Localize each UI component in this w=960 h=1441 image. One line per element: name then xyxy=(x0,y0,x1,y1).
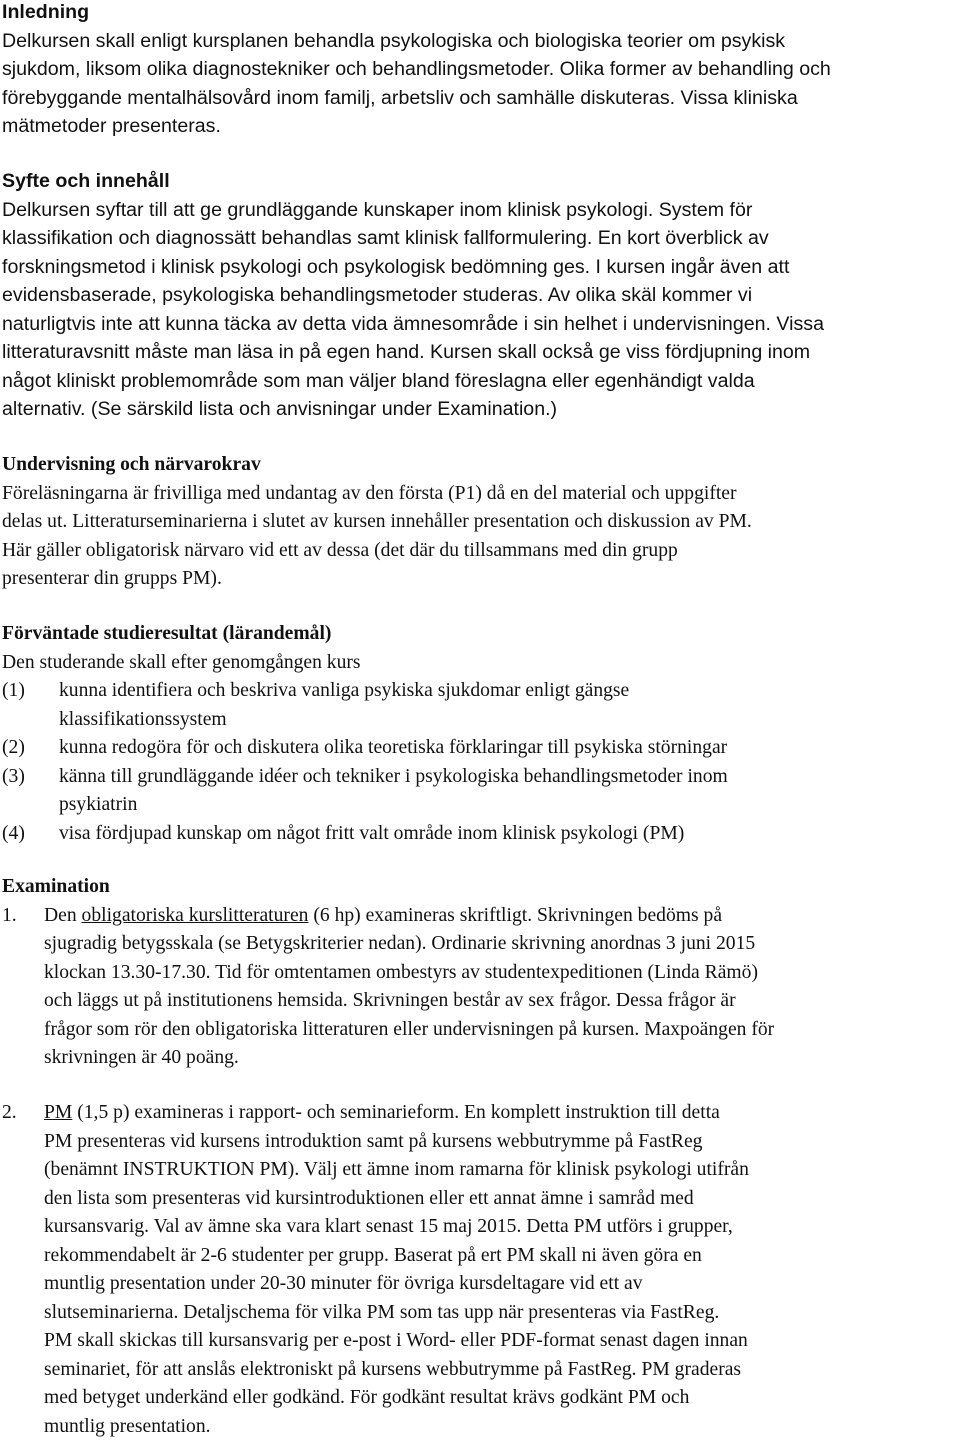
heading-syfte: Syfte och innehåll xyxy=(2,170,170,192)
item-number: 1. xyxy=(2,904,17,926)
section-examination-2 xyxy=(2,1099,952,1441)
text-line: mätmetoder presenteras. xyxy=(2,115,221,137)
section-syfte xyxy=(2,167,952,424)
text-line: något kliniskt problemområde som man väljer bland föreslagna eller egenhändigt valda xyxy=(2,369,755,392)
text-line: (benämnt INSTRUKTION PM). Välj ett ämne inom ramarna för klinisk psykologi utifrån xyxy=(44,1159,749,1180)
text-fragment: (6 hp) examineras skriftligt. Skrivningen bedöms på xyxy=(308,904,723,926)
examination-item-1 xyxy=(2,902,952,1073)
objective-item xyxy=(2,763,952,820)
text-line: klassifikationssystem xyxy=(59,708,227,730)
text-line: PM skall skickas till kursansvarig per e-post i Word- eller PDF-format senast dagen innan xyxy=(44,1330,748,1351)
text-line: slutseminarierna. Detaljschema för vilka PM som tas upp när presenteras via FastReg. xyxy=(44,1301,720,1323)
text-fragment: Den xyxy=(44,904,82,926)
text-line: Här gäller obligatorisk närvaro vid ett av dessa (det där du tillsammans med din grupp xyxy=(2,539,678,561)
objective-item xyxy=(2,677,952,734)
heading-inledning: Inledning xyxy=(2,1,90,23)
section-resultat xyxy=(2,620,952,848)
resultat-intro: Den studerande skall efter genomgången kurs xyxy=(2,651,361,673)
inledning-paragraph xyxy=(2,27,952,141)
item-number: 2. xyxy=(2,1102,17,1123)
objective-item xyxy=(2,820,952,849)
text-line: den lista som presenteras vid kursintroduktionen eller ett annat ämne i samråd med xyxy=(44,1187,694,1209)
text-line: evidensbaserade, psykologiska behandlingsmetoder studeras. Av olika skäl kommer vi xyxy=(2,284,753,306)
section-inledning xyxy=(2,0,952,141)
objective-item xyxy=(2,734,952,763)
text-line: presenterar din grupps PM). xyxy=(2,568,222,589)
text-line: förebyggande mentalhälsovård inom familj, arbetsliv och samhälle diskuteras. Vissa kliniska xyxy=(2,86,798,109)
objective-number: (1) xyxy=(2,680,25,701)
heading-resultat: Förväntade studieresultat (lärandemål) xyxy=(2,623,332,644)
text-line: sjukdom, liksom olika diagnostekniker och behandlingsmetoder. Olika former av behandling och xyxy=(2,58,831,80)
syfte-paragraph xyxy=(2,196,952,424)
text-line: PM presenteras vid kursens introduktion samt på kursens webbutrymme på FastReg xyxy=(44,1130,703,1152)
text-line: kunna identifiera och beskriva vanliga psykiska sjukdomar enligt gängse xyxy=(59,680,630,701)
text-line: rekommendabelt är 2-6 studenter per grupp. Baserat på ert PM skall ni även göra en xyxy=(44,1244,702,1266)
text-line: psykiatrin xyxy=(59,794,138,815)
kurslitteratur-link[interactable]: obligatoriska kurslitteraturen xyxy=(81,904,309,926)
text-line: delas ut. Litteraturseminarierna i slutet av kursen innehåller presentation och diskussion av PM. xyxy=(2,511,752,532)
text-line: muntlig presentation. xyxy=(44,1415,211,1437)
text-line: och läggs ut på institutionens hemsida. Skrivningen består av sex frågor. Dessa frågor är xyxy=(44,990,736,1011)
text-line: med betyget underkänd eller godkänd. För godkänt resultat krävs godkänt PM och xyxy=(44,1387,690,1408)
text-fragment: (1,5 p) examineras i rapport- och seminarieform. En komplett instruktion till detta xyxy=(72,1102,720,1123)
text-line: kunna redogöra för och diskutera olika teoretiska förklaringar till psykiska störningar xyxy=(59,737,728,758)
text-line: skrivningen är 40 poäng. xyxy=(44,1047,239,1068)
section-undervisning xyxy=(2,451,952,594)
text-line: seminariet, för att anslås elektroniskt på kursens webbutrymme på FastReg. PM graderas xyxy=(44,1358,742,1380)
heading-examination: Examination xyxy=(2,876,110,897)
examination-item-2 xyxy=(2,1099,952,1441)
text-line: kursansvarig. Val av ämne ska vara klart senast 15 maj 2015. Detta PM utförs i grupper, xyxy=(44,1216,733,1237)
text-line: muntlig presentation under 20-30 minuter för övriga kursdeltagare vid ett av xyxy=(44,1273,643,1294)
text-line: klockan 13.30-17.30. Tid för omtentamen ombestyrs av studentexpeditionen (Linda Rämö) xyxy=(44,961,758,983)
section-examination xyxy=(2,873,952,1073)
text-line: känna till grundläggande idéer och tekniker i psykologiska behandlingsmetoder inom xyxy=(59,765,728,787)
text-line: klassifikation och diagnossätt behandlas samt klinisk fallformulering. En kort överblick av xyxy=(2,227,769,249)
text-line: Delkursen skall enligt kursplanen behandla psykologiska och biologiska teorier om psykisk xyxy=(2,29,786,52)
text-line: forskningsmetod i klinisk psykologi och psykologisk bedömning ges. I kursen ingår även att xyxy=(2,255,790,278)
text-line: sjugradig betygsskala (se Betygskriterier nedan). Ordinarie skrivning anordnas 3 juni 2015 xyxy=(44,933,756,954)
text-line: naturligtvis inte att kunna täcka av detta vida ämnesområde i sin helhet i undervisningen. Vissa xyxy=(2,312,824,335)
text-line: Föreläsningarna är frivilliga med undantag av den första (P1) då en del material och uppgifter xyxy=(2,482,737,504)
text-line: litteraturavsnitt måste man läsa in på egen hand. Kursen skall också ge viss fördjupning inom xyxy=(2,341,811,363)
objective-number: (3) xyxy=(2,765,25,787)
text-line: alternativ. (Se särskild lista och anvisningar under Examination.) xyxy=(2,398,558,420)
heading-undervisning: Undervisning och närvarokrav xyxy=(2,454,261,475)
pm-link[interactable]: PM xyxy=(44,1102,73,1123)
objective-number: (4) xyxy=(2,822,25,844)
text-line: frågor som rör den obligatoriska litteraturen eller undervisningen på kursen. Maxpoängen för xyxy=(44,1018,775,1040)
text-line: visa fördjupad kunskap om något fritt valt område inom klinisk psykologi (PM) xyxy=(59,822,685,844)
text-line: Delkursen syftar till att ge grundläggande kunskaper inom klinisk psykologi. System för xyxy=(2,198,753,221)
objective-number: (2) xyxy=(2,737,25,758)
undervisning-paragraph xyxy=(2,480,952,594)
